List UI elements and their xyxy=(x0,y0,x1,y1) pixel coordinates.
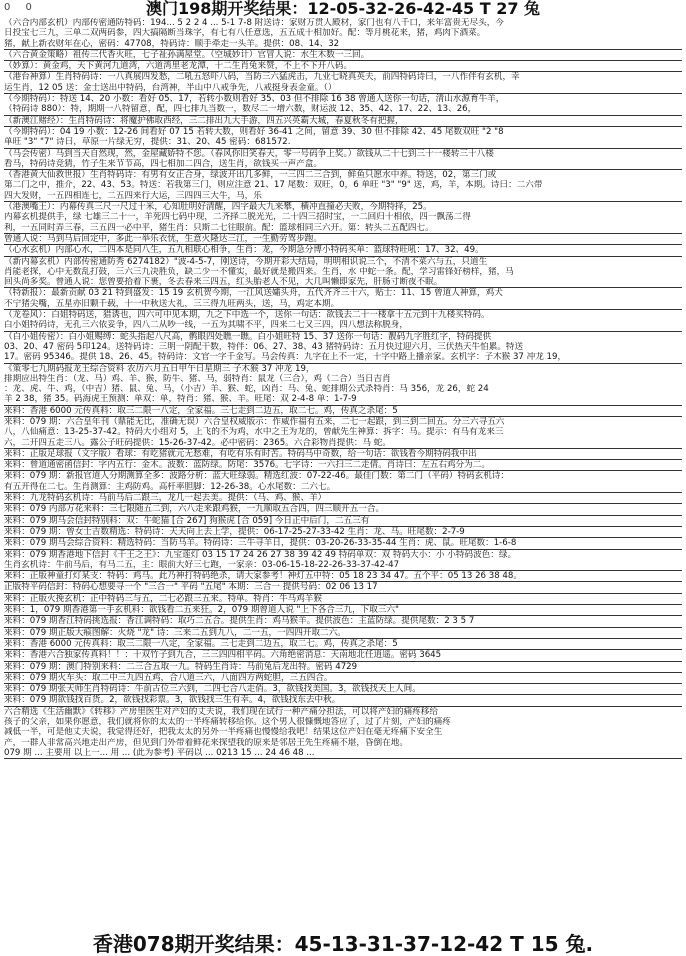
text-line: 排期应出特生肖：（龙、马）鸡、羊、猴，防牛、猪、马，弱特肖：鼠龙（三合），鸡（二合）当日吉肖 xyxy=(4,373,391,384)
text-line: 来料：正版足球报（文字版）看球：有吃猪就元无愁难，有吃有乐有时苦。特码马中奇数，给一句话：欲钱看今期特码我中出 xyxy=(4,448,682,459)
text-line: ：龙、虎、牛、鸡，（中吉）猪、鼠、兔、马，（小吉）羊、猴、蛇，凶肖：马、兔、蛇排期公式杀特肖：马 356，龙 26，蛇 24 xyxy=(4,384,489,395)
text-line: 六合精选《生活幽默》《转移》产房里医生对产妇的丈夫说，我们现在试行一种产痛分担法，可以将产妇的痛疼移给 xyxy=(4,706,682,717)
text-line: 孩子的父亲，如果你愿意，我们就将你的太太的一半疼痛转移给你。这个男人很慷慨地答应了，过了片刻，产妇的痛疼 xyxy=(4,717,451,727)
text-line: 不宁猪尖嘴，五星亦旧颗千载，十一中秋送大礼，三三得九旺两头，送，马，鸡定本期。 xyxy=(4,298,340,309)
text-line: 来料：正版神童打灯某支：特码：鸡马。此乃神打特码绝杀，请大家参考！神灯五中特：05 18 23 34 47。五个平：05 13 26 38 48。 xyxy=(4,570,682,581)
text-line: 单旺 "3" "7" 诗曰，草原一片绿无穷，提供：31、20、45 密码：681572. xyxy=(4,137,291,148)
text-line: 曾通人说：马到马后回定中，多此一举乐衣忧，生意火隆达三江，一生勤劳驾步跑。 xyxy=(4,233,682,244)
text-line: （今期特码）：04 19 小数：12-26 间看好 07 15 若转大数，则看好 36-41 之间，留意 39、30 但不排除 42、45 尾数双旺 "2 "8 xyxy=(4,126,682,137)
text-line: 来料：正版火挽玄机：正中特码三与五，二七必跟三五来。特单。特肖：牛马鸡羊猴 xyxy=(4,593,682,604)
text-line: （白小姐传密）：白小姐赐缚：蛇头指起八尺高，鹘眼四处瞧一瞧。白小姐旺特 15、37 送你一句话：靓码九字胜红字，特码提供 xyxy=(4,331,682,342)
text-line: 羊 2 38，猪 35。码海虎王预测：单双：单，特肖：猪、猴、羊。旺尾：双 2-4-8 单：1-7-9 xyxy=(4,394,357,405)
text-line: 回头尚多奖。曾通人说：您曾要拾着下裹，冬去春来三四五，红头胎老人不见，大几叫懒即家先，肝肠寸断夜不眠。 xyxy=(4,277,443,288)
text-line: 来料：079 期马会综合资料：精选特码：当防马羊。特码诗：三牛寻羊日，提供：03-20-26-33-35-44 生肖：虎、鼠。旺尾数：1-6-8 xyxy=(4,537,682,548)
page-marker: 0 0 xyxy=(4,2,38,13)
text-line: 肖能老探，心中无数乱打鼓，三六三九决胜负，缺二少一不懂实，最好就是搬四来。生肖，水 中蛇一条。配，学习雷锋好榜样，猪，马 xyxy=(4,266,514,277)
text-line: 来料：079 期香江特码挑选报：香江调特码：取巧二五合。提供生肖：鸡马猴羊。提供波色：主蓝防绿。提供尾数：2 3 5 7 xyxy=(4,615,682,626)
text-line: 生肖玄机诗：牛前马后，有马二五，主：眼前大好三七跑，一家亲：03-06-15-18-22-26-33-37-42-47 xyxy=(4,559,400,570)
text-line: 四大发财，一五四相连七，二五四来行大运，三四四三大牛，马，乐 xyxy=(4,190,262,201)
text-line: 猪，献上新衣财年在心，密码：47708，特码诗：顺手牵走一头羊。提供：08、14、32 xyxy=(4,38,340,49)
text-line: 来料：079 期马会信封特别料：双：牛蛇猫 [合 267] 狗猴虎 [合 059] 今日正中后门，二五三有 xyxy=(4,515,682,526)
article-body xyxy=(4,18,682,930)
text-line: 《策零七九期码报龙王综合资料 农历六月五日甲午日星期三 子木猴 37 冲龙 19， xyxy=(4,363,682,374)
text-line: （马会传密）马到当天自然现，然，金屋藏娇特不您。（春风你旧笑春天，零一号码争上奖。）欲钱从二十七到三十一楼转三十八楼 xyxy=(4,148,682,159)
text-line: 产，一群人非常高兴地走出产房，但见到门外带着鲜花来探望我的原来是邻居王先生疼痛不堪，昏倒在地。 xyxy=(4,737,408,748)
text-line: （港澳嘴王）：内幕传真三尺一尺过十米，心知肚明好清醒，四字最大九来攀，横冲直撞必夫败，今期特择，25。 xyxy=(4,201,682,212)
text-line: 来料：079 期：曾女士吉数精选：特码诗：天天向上去上学，提供：06-17-25-27-33-42 生肖：龙、马。旺尾数：2-7-9 xyxy=(4,526,682,537)
text-line: （特新报）：最新贡献 03 21 特到盛发：15 19 玄机贺今期，一江风送孀头舟，五代齐齐三十六，贴士：11、15 曾道人神算，鸡犬 xyxy=(4,287,682,298)
text-line: 减低一半，可是他丈夫说，我觉得还好，把我太太的另外一半疼痛也慢慢给我吧！结果这位产妇在毫无疼痛下安全生 xyxy=(4,727,443,738)
text-line: 六，二开四五走三八。露公子旺码提供：15-26-37-42。必中密码：2365。六合彩物肖提供：马 蛇。 xyxy=(4,437,392,448)
text-line: （港台神算）生肖特码诗：一八真展四发愁，二吼五怒吓八码，当防三六猛虎击，九业七晓真英夫，前四特码诗曰，一八作伴有玄机，幸 xyxy=(4,71,682,82)
text-line: （特码诗 880）：特，期期一八特留意，配，四七排九当数一，数尽二一增六数，财运波 12、35、42、17、22、13、26， xyxy=(4,104,477,115)
text-line: 八，八仙痛意：13-25-37-42。特码大小组对 5，上飞的不为鸡，水中之王为龙的，曾献先生神算：拆字：马。提示：有马有龙来三 xyxy=(4,427,504,438)
text-line: 来料：香港 6000 元传真料：取三二限一八定，全家福。三七走到二边五，取二七。鸡，传真之杀尾：5 xyxy=(4,638,682,649)
text-line: 看马，特码诗竞猜，竹子生来节节高，四七相加二四合，送生肖，欲钱买一声产盒。 xyxy=(4,158,322,169)
text-line: 来料：香港 6000 元传真料：取三二限一八定，全家福。三七走到二边五，取二七。鸡，传真之杀尾：5 xyxy=(4,405,682,416)
text-line: （六合内部玄机）内部传密通防特码：194... 5 2 2 4 ... 5-1 7-8 附送诗：家财万贯人殿材，家门也有八千口，来年富贵无尽头，今 xyxy=(4,18,504,28)
text-line: 利，一五同时弄三春，三五四一必中平，猪生肖：只斯二七往眼前。配：篮球相同三六开。第：转头二五配四七。 xyxy=(4,222,434,233)
text-line: 内幕玄机提供手，绿 七雄三二十一，羊死四七码中现，二齐择二脱光光，二十四三招时宝，一二回归十相依，四一飘荡二得 xyxy=(4,212,471,223)
text-line: （新内幕玄机）内部传密通防秀 6274182）"波-4-5-7，刚送诗，今期开彩大结局，明明相识说三个，不清不菜六与五，只道生 xyxy=(4,256,682,267)
text-line: 来料：079 期火车头：取二中三九四五鸡，合八道三六，八面四方两蛇胆，三五四合。 xyxy=(4,672,682,683)
text-line: 第二门之中，推介，22、43、53。特送：若我第三门，则应注意 21、17 尾数：双旺，0，6 单旺 "3" "9" 送，鸡，羊，本期。诗曰：二六带 xyxy=(4,180,543,191)
text-line: （六合黄金策略）祖传三代香火旺，七子祉孙满屋堂。（空城妙计）官冒人说：水生木数一三回。 xyxy=(4,49,682,60)
text-line: 来料：九龙特码玄机诗：马前马后二跟三，龙几一起去美。提供：（马、鸡、猴、羊） xyxy=(4,492,682,503)
text-line: 运生肖，12 05 送：金士送出中特码，台湾神，半山中八戒争先，八戒挺身表金童。（） xyxy=(4,82,337,93)
text-line: 17。密码 95346。提供 18、26、45。特码诗：文官一字千金写。马会传真：九字在上不一定，十字中路上播亲家。玄机字：子木猴 37 冲龙 19， xyxy=(4,352,567,363)
text-line: 来料：079 期：六合皇年刊（鼎能无比，准确无误）六合皇权威版示：作威作福有五来，二七一起跟，到三到二回五。分三六寻五六 xyxy=(4,416,682,427)
text-line: 来料：079 期欲钱找百货。2，欲钱找彩票。3，欲钱找三生有幸。4，欲钱找东去中秋。 xyxy=(4,694,682,705)
text-line: 03、20、47 密码 5印124。送特码诗：三明一阴配干数，特伴：06、27、38、43 猪特码诗：五月快过迎六月，三伏热天牛怕累。特送 xyxy=(4,341,524,352)
text-line: 正版特平码信封：特码心想要寻一个 "三合一" 平码 "五尾" 本期：三合一 提供号码：02 06 13 17 xyxy=(4,581,682,592)
text-line: 来料：香港六合独家传真料！！：十双竹子到九合，三三四四相平码。六角绝密消息：天南地北任逍遥。密码 3645 xyxy=(4,649,682,660)
text-line: 来料：079 期香港地下信封《千王之王》：九宝莲灯 03 15 17 24 26 27 38 39 42 49 特码单双：双 特码大小：小 小特码波色：绿。 xyxy=(4,549,682,560)
text-line: 来料：079 期：新报官道人分期测算全多：波路分析：蓝大旺绿弱。精选红波：07-22-46。最佳门数：第二门（平码）特码玄机诗： xyxy=(4,470,682,481)
text-line: （心水玄机）内部心水，二四本是同八生，五九相联心相争，生肖：龙，今期急分博小特码买单：篮球特旺吼：17、32、49。 xyxy=(4,244,682,255)
text-line: 来料：079 期张天师生肖特码诗：牛前古位三六到，二四七合八走俏。3，欲钱找美国。3，欲钱找天上人间。 xyxy=(4,683,682,694)
text-line: 日投宝七三九，三单二双两码参，四大搞隔断当珠字，有七有八任意选，五五成十相加好。配：等月桃花来，猪，鸡肉下酒菜。 xyxy=(4,28,486,39)
text-line: 白小姐特码诗，无孔三六依妥争，四八二从吵一线，一五为其啸不平，四来二七又三四，四八想法称脱身， xyxy=(4,320,408,331)
text-line: （新澳江赌经）：生肖特码诗：将魔护佛取西经，三二排出九大手游，四五兴英霸大城，春夏秋冬有把握， xyxy=(4,115,682,126)
text-line: 来料：079 期：澳门特别来料：二三合五取一九。特码生肖诗：马前兔后龙出特。密码 4729 xyxy=(4,661,682,672)
text-line: 来料：079 内部万花来料：三七限随五二到，六八走来跟鸡猴，一九顺取五合四，四三顺开五一合。 xyxy=(4,503,682,514)
text-line: 来料：1，079 期香港第一手玄机料：欲钱看二五来狂。2，079 期曾道人说 "上下各合三九，下取三六" xyxy=(4,604,682,615)
text-line: （妙算）：黄金鸡，天下黄河九道湾，六道湾里老龙潭，十二生肖兔来赞，不上不下开八码。 xyxy=(4,60,682,71)
text-line: （龙卷风）：白姐特码送，猎诱也，四六可中见本期，九之下中选一个，送你一句话：欲钱去二十一楼拿十五元到十九楼买特码。 xyxy=(4,309,682,320)
text-line: 来料：曾道通密函信封：字内五行：金木。波数：蓝防绿。防尾：3576。七字诗：一六扫三二走倩。肖诗曰：左五右鸡分为二。 xyxy=(4,459,682,470)
text-line: （今期特码）：特送 14、20 小数：看好 05、17，若转小数则看好 35、03 但不排除 16 38 曾通人送你一句话，清山水源育牛羊， xyxy=(4,93,682,104)
text-line: 有五开得在二七。生肖测算：主鸡防鸡。高杆率胆脚：12-26-38。心水尾数：二六七。 xyxy=(4,481,336,492)
text-line: 079 期 ... 主要用 以上一... 用 ... (此为参考) 平码以 ... 0213 15 ... 24 46 48 ... xyxy=(4,747,315,758)
macau-result-headline: 澳门198期开奖结果：12-05-32-26-42-45 T 27 兔 xyxy=(145,0,541,18)
hongkong-result-headline: 香港078期开奖结果：45-13-31-37-12-42 T 15 兔. xyxy=(92,932,594,956)
text-line xyxy=(4,758,682,769)
text-line: 来料：079 期正版大瘊图解：火烧 "龙" 诗：三来二五到九八，二一五，一四四开取二六。 xyxy=(4,627,682,638)
text-line: （香港黄大仙救世报）生肖特码诗：有男有女正合身，绿波开出几多鲜，一三四二三合到，鲜鱼只愿水中养。特送，02，第三门或 xyxy=(4,169,682,180)
